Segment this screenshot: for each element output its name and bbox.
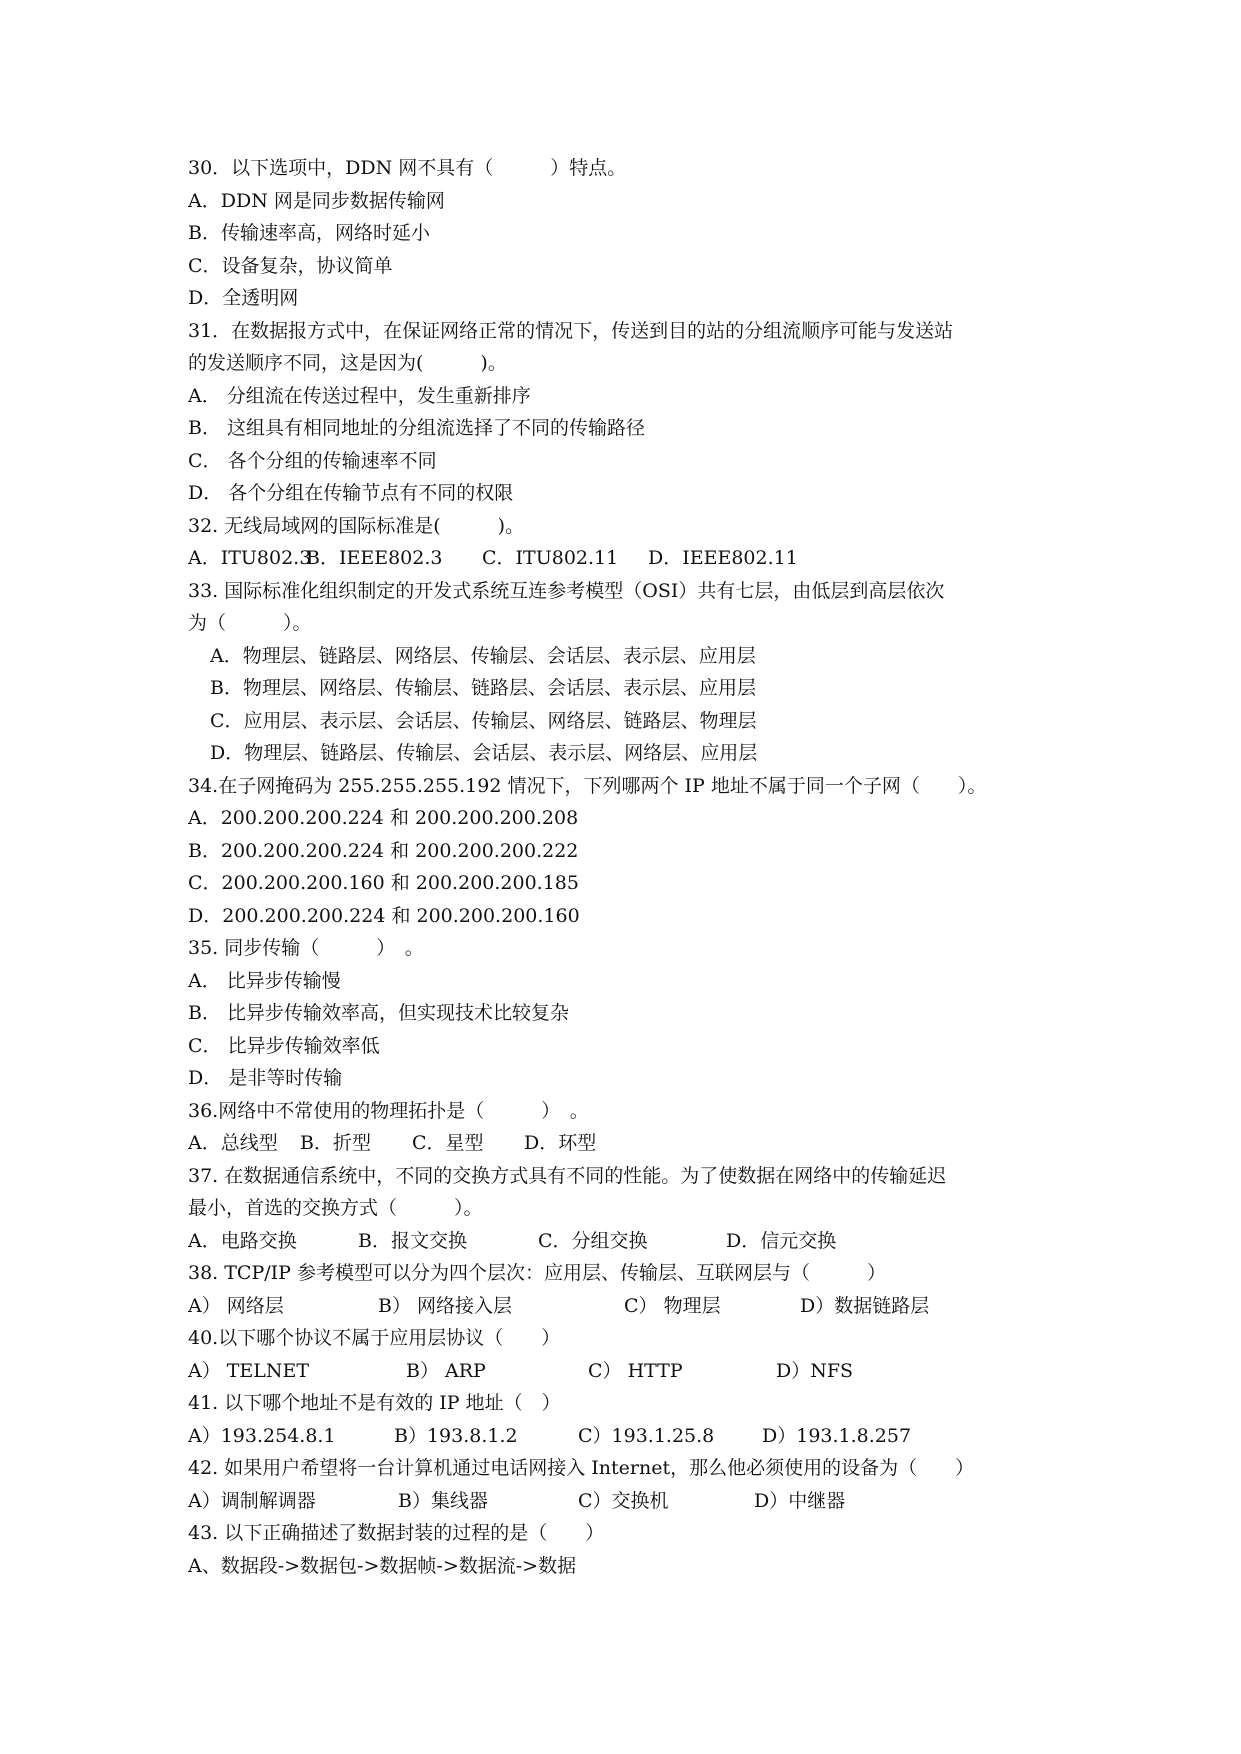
question-42-option-a: A）调制解调器: [188, 1489, 316, 1512]
question-38-option-c: C） 物理层: [624, 1294, 721, 1317]
question-40-option-a: A） TELNET: [188, 1359, 310, 1382]
question-43-option-a: A、数据段->数据包->数据帧->数据流->数据: [188, 1554, 577, 1577]
question-41-option-a: A）193.254.8.1: [188, 1424, 336, 1447]
question-40-stem: 40.以下哪个协议不属于应用层协议（ ）: [188, 1327, 561, 1349]
question-32-options: [188, 542, 1068, 575]
question-38-option-b: B） 网络接入层: [378, 1294, 513, 1317]
question-30-option-d: D．全透明网: [188, 287, 299, 309]
question-30-option-a: A．DDN 网是同步数据传输网: [188, 189, 445, 212]
question-37-options: [188, 1225, 1068, 1258]
question-37-stem-line-2: 最小，首选的交换方式（ ）。: [188, 1197, 483, 1219]
question-30-option-c: C．设备复杂，协议简单: [188, 254, 393, 277]
question-38-stem: 38. TCP/IP 参考模型可以分为四个层次：应用层、传输层、互联网层与（ ）: [188, 1262, 886, 1284]
question-42-option-b: B）集线器: [398, 1489, 488, 1512]
question-41-stem: 41. 以下哪个地址不是有效的 IP 地址（ ）: [188, 1392, 561, 1414]
question-35-option-b: B． 比异步传输效率高，但实现技术比较复杂: [188, 1002, 570, 1024]
question-37-stem-line-1: 37. 在数据通信系统中，不同的交换方式具有不同的性能。为了使数据在网络中的传输延迟: [188, 1164, 947, 1187]
question-31-stem-line-1: 31．在数据报方式中，在保证网络正常的情况下，传送到目的站的分组流顺序可能与发送站: [188, 319, 954, 342]
question-31-option-a: A． 分组流在传送过程中，发生重新排序: [188, 384, 531, 407]
question-31-stem-line-2: 的发送顺序不同，这是因为( )。: [188, 352, 507, 374]
question-36-option-c: C．星型: [412, 1132, 484, 1154]
question-32-option-a: A．ITU802.3: [188, 547, 312, 569]
question-38-options: [188, 1290, 1068, 1323]
question-41-option-b: B）193.8.1.2: [394, 1424, 518, 1447]
question-37-option-a: A．电路交换: [188, 1229, 297, 1252]
question-31-option-d: D． 各个分组在传输节点有不同的权限: [188, 482, 514, 504]
question-35-option-c: C． 比异步传输效率低: [188, 1034, 380, 1057]
question-42-option-d: D）中继器: [754, 1489, 846, 1512]
question-41-options: [188, 1420, 1068, 1453]
question-33-stem-line-2: 为（ ）。: [188, 612, 312, 634]
question-33-option-d: D．物理层、链路层、传输层、会话层、表示层、网络层、应用层: [210, 742, 758, 764]
question-list: [188, 152, 1068, 1582]
question-36-options: [188, 1127, 1068, 1160]
question-38-option-d: D）数据链路层: [800, 1294, 930, 1317]
question-42-option-c: C）交换机: [578, 1489, 669, 1512]
question-41-option-c: C）193.1.25.8: [578, 1424, 715, 1447]
question-35-stem: 35. 同步传输（ ） 。: [188, 937, 424, 959]
question-37-option-b: B．报文交换: [358, 1229, 467, 1252]
question-34-option-a: A．200.200.200.224 和 200.200.200.208: [188, 807, 579, 829]
question-40-option-b: B） ARP: [406, 1359, 486, 1382]
question-33-option-a: A．物理层、链路层、网络层、传输层、会话层、表示层、应用层: [210, 644, 756, 667]
question-33-option-c: C．应用层、表示层、会话层、传输层、网络层、链路层、物理层: [210, 709, 757, 732]
question-34-option-d: D．200.200.200.224 和 200.200.200.160: [188, 904, 580, 927]
question-34-option-c: C．200.200.200.160 和 200.200.200.185: [188, 872, 579, 894]
question-36-option-d: D．环型: [524, 1132, 597, 1154]
question-42-options: [188, 1485, 1068, 1518]
question-31-option-c: C． 各个分组的传输速率不同: [188, 449, 437, 472]
question-32-option-b: B．IEEE802.3: [306, 547, 443, 569]
question-33-option-b: B．物理层、网络层、传输层、链路层、会话层、表示层、应用层: [210, 677, 756, 699]
question-38-option-a: A） 网络层: [188, 1294, 284, 1317]
question-40-options: [188, 1355, 1068, 1388]
question-37-option-d: D．信元交换: [726, 1229, 837, 1252]
question-36-stem: 36.网络中不常使用的物理拓扑是（ ） 。: [188, 1099, 589, 1122]
question-40-option-c: C） HTTP: [588, 1359, 683, 1382]
question-34-option-b: B．200.200.200.224 和 200.200.200.222: [188, 839, 579, 862]
question-40-option-d: D）NFS: [776, 1359, 854, 1382]
question-36-option-a: A．总线型: [188, 1132, 278, 1154]
question-42-stem: 42. 如果用户希望将一台计算机通过电话网接入 Internet，那么他必须使用的设备为（ ）: [188, 1457, 975, 1479]
question-35-option-d: D． 是非等时传输: [188, 1067, 343, 1089]
question-34-stem: 34.在子网掩码为 255.255.255.192 情况下，下列哪两个 IP 地址不属于同一个子网（ ）。: [188, 774, 987, 797]
question-41-option-d: D）193.1.8.257: [762, 1424, 912, 1447]
question-30-option-b: B．传输速率高，网络时延小: [188, 222, 430, 244]
question-32-option-d: D．IEEE802.11: [648, 547, 798, 569]
question-30-stem: 30．以下选项中，DDN 网不具有（ ）特点。: [188, 157, 627, 179]
question-35-option-a: A． 比异步传输慢: [188, 969, 341, 992]
question-32-option-c: C．ITU802.11: [482, 547, 619, 569]
question-37-option-c: C．分组交换: [538, 1229, 648, 1252]
question-33-stem-line-1: 33. 国际标准化组织制定的开发式系统互连参考模型（OSI）共有七层，由低层到高层依次: [188, 579, 945, 602]
question-43-stem: 43. 以下正确描述了数据封装的过程的是（ ）: [188, 1522, 605, 1544]
question-31-option-b: B． 这组具有相同地址的分组流选择了不同的传输路径: [188, 417, 646, 439]
question-36-option-b: B．折型: [300, 1132, 371, 1154]
question-32-stem: 32. 无线局域网的国际标准是( )。: [188, 514, 525, 537]
